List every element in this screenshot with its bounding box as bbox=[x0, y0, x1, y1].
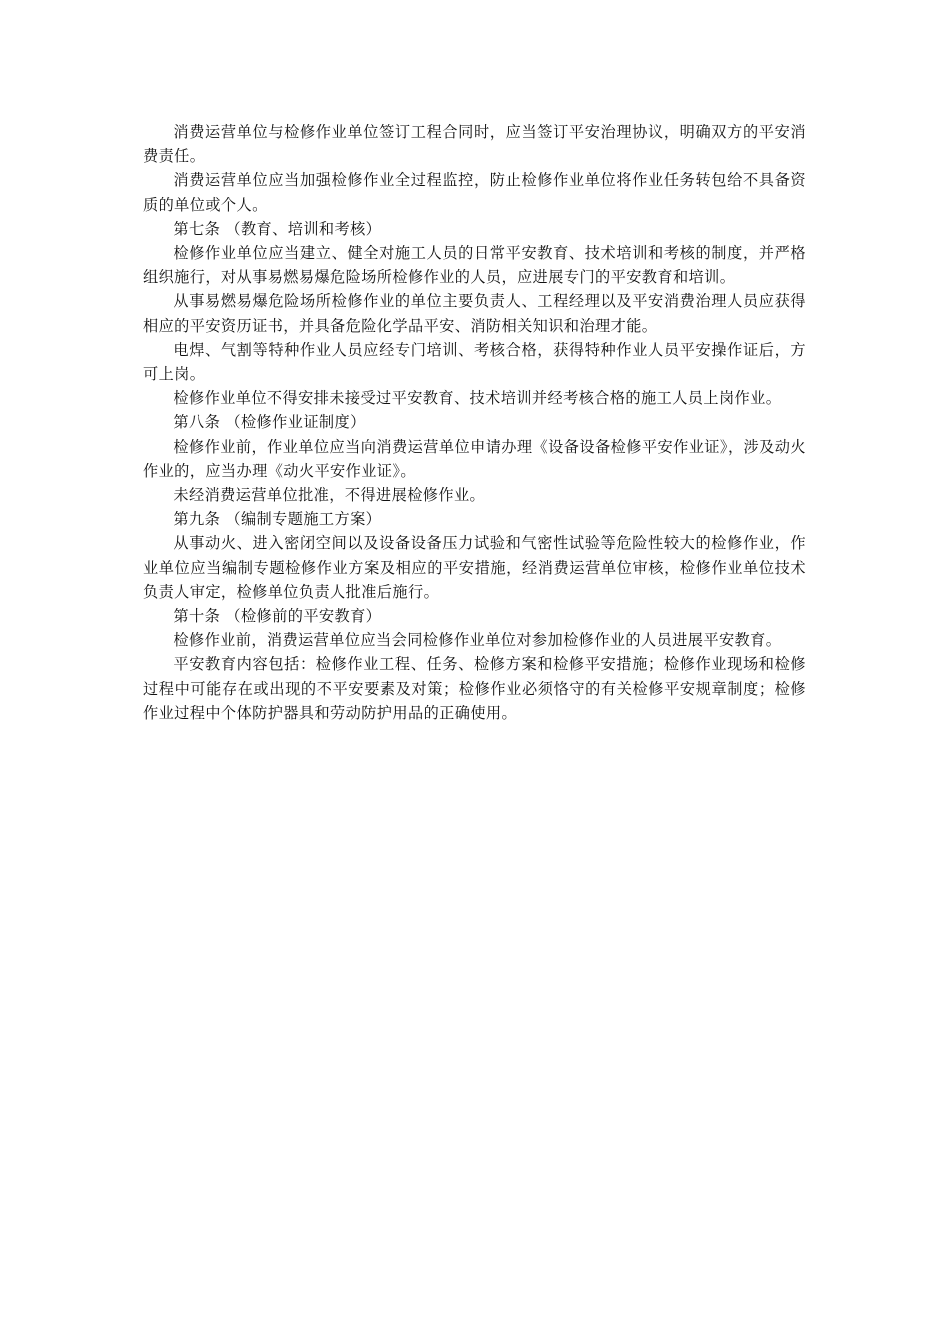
article-heading-10: 第十条 （检修前的平安教育） bbox=[173, 607, 382, 626]
paragraph: 从事动火、进入密闭空间以及设备设备压力试验和气密性试验等危险性较大的检修作业，作业单位应当编制专题检修作业方案及相应的平安措施，经消费运营单位审核，检修作业单位技术负责人审定，检修单位负责人批准后施行。 bbox=[143, 534, 806, 601]
paragraph: 消费运营单位与检修作业单位签订工程合同时，应当签订平安治理协议，明确双方的平安消费责任。 bbox=[143, 123, 806, 166]
paragraph: 检修作业前，消费运营单位应当会同检修作业单位对参加检修作业的人员进展平安教育。 bbox=[173, 631, 782, 650]
paragraph: 平安教育内容包括：检修作业工程、任务、检修方案和检修平安措施；检修作业现场和检修过程中可能存在或出现的不平安要素及对策；检修作业必须恪守的有关检修平安规章制度；检修作业过程中个体防护器具和劳动防护用品的正确使用。 bbox=[143, 655, 806, 722]
document-page bbox=[143, 120, 806, 725]
article-heading-7: 第七条 （教育、培训和考核） bbox=[173, 219, 382, 238]
paragraph: 检修作业前，作业单位应当向消费运营单位申请办理《设备设备检修平安作业证》，涉及动火作业的，应当办理《动火平安作业证》。 bbox=[143, 437, 806, 480]
paragraph: 电焊、气割等特种作业人员应经专门培训、考核合格，获得特种作业人员平安操作证后，方可上岗。 bbox=[143, 340, 806, 384]
paragraph: 从事易燃易爆危险场所检修作业的单位主要负责人、工程经理以及平安消费治理人员应获得相应的平安资历证书，并具备危险化学品平安、消防相关知识和治理才能。 bbox=[143, 292, 806, 335]
paragraph: 未经消费运营单位批准，不得进展检修作业。 bbox=[173, 486, 486, 505]
paragraph: 检修作业单位不得安排未接受过平安教育、技术培训并经考核合格的施工人员上岗作业。 bbox=[173, 389, 782, 408]
article-heading-9: 第九条 （编制专题施工方案） bbox=[173, 510, 382, 529]
paragraph: 消费运营单位应当加强检修作业全过程监控，防止检修作业单位将作业任务转包给不具备资质的单位或个人。 bbox=[143, 171, 806, 214]
paragraph: 检修作业单位应当建立、健全对施工人员的日常平安教育、技术培训和考核的制度，并严格组织施行，对从事易燃易爆危险场所检修作业的人员，应进展专门的平安教育和培训。 bbox=[143, 244, 806, 287]
article-heading-8: 第八条 （检修作业证制度） bbox=[173, 413, 366, 432]
